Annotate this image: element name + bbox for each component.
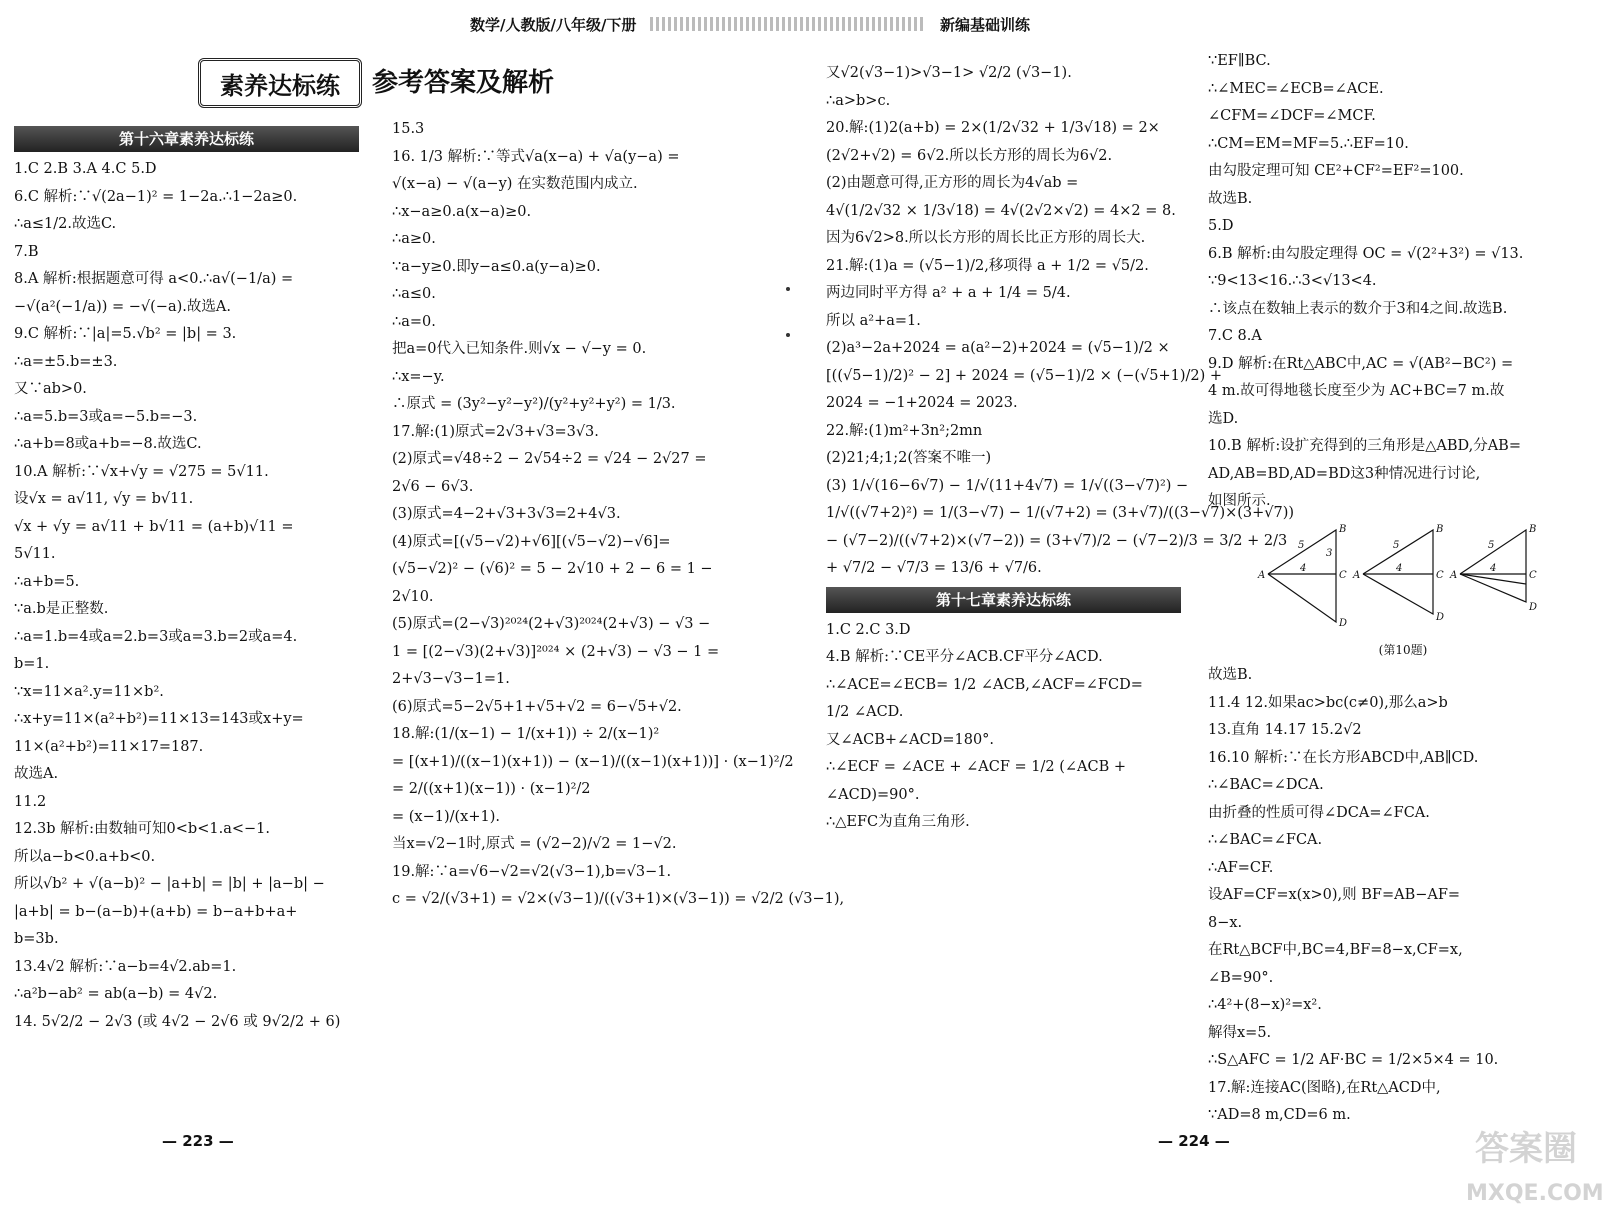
answer-line: ∴∠ECF = ∠ACE + ∠ACF = 1/2 (∠ACB +: [826, 759, 1127, 775]
answer-line: = 2/((x+1)(x−1)) · (x−1)²/2: [392, 781, 591, 797]
answer-line: 8.A 解析:根据题意可得 a<0.∴a√(−1/a) =: [14, 271, 294, 287]
answer-line: ∴x+y=11×(a²+b²)=11×13=143或x+y=: [14, 711, 304, 727]
answer-line: 10.B 解析:设扩充得到的三角形是△ABD,分AB=: [1208, 438, 1521, 454]
answer-line: 由勾股定理可知 CE²+CF²=EF²=100.: [1208, 163, 1464, 179]
answer-line: 如图所示.: [1208, 493, 1271, 509]
label-4: 4: [1300, 562, 1307, 574]
answer-line: 又∠ACB+∠ACD=180°.: [826, 731, 995, 748]
answer-line: 11.4 12.如果ac>bc(c≠0),那么a>b: [1208, 694, 1448, 711]
answer-line: ∴∠BAC=∠FCA.: [1208, 832, 1323, 848]
answer-line: 5.D: [1208, 218, 1234, 234]
answer-line: −√(a²(−1/a)) = −√(−a).故选A.: [14, 298, 231, 315]
answer-line: 设AF=CF=x(x>0),则 BF=AB−AF=: [1208, 887, 1461, 903]
answer-line: ∵x=11×a².y=11×b².: [14, 683, 164, 700]
answer-line: 故选B.: [1208, 667, 1253, 683]
label-b: B: [1339, 523, 1347, 535]
answer-line: 6.B 解析:由勾股定理得 OC = √(2²+3²) = √13.: [1208, 245, 1524, 262]
section-title-box: 素养达标练: [198, 58, 362, 108]
answer-line: 1.C 2.B 3.A 4.C 5.D: [14, 161, 157, 177]
answer-line: b=3b.: [14, 931, 59, 947]
answer-line: ∴a≤1/2.故选C.: [14, 216, 117, 232]
label-3: 3: [1326, 547, 1333, 559]
answer-line: ∠B=90°.: [1208, 969, 1274, 986]
answer-line: b=1.: [14, 656, 50, 672]
label-c: C: [1436, 569, 1444, 581]
answer-list: [1208, 662, 1568, 1130]
answer-list: [826, 617, 1181, 837]
answer-line: ∴a=0.: [392, 313, 436, 330]
answer-line: 1 = [(2−√3)(2+√3)]²⁰²⁴ × (2+√3) − √3 − 1 =: [392, 643, 720, 660]
label-5: 5: [1393, 539, 1400, 551]
answer-line: ∴该点在数轴上表示的数介于3和4之间.故选B.: [1208, 300, 1508, 317]
answer-line: ∴原式 = (3y²−y²−y²)/(y²+y²+y²) = 1/3.: [392, 396, 676, 412]
answer-line: 在Rt△BCF中,BC=4,BF=8−x,CF=x,: [1208, 942, 1463, 958]
answer-line: = (x−1)/(x+1).: [392, 808, 500, 825]
answer-line: 又∵ab>0.: [14, 381, 87, 397]
answer-line: (√5−√2)² − (√6)² = 5 − 2√10 + 2 − 6 = 1 −: [392, 561, 713, 577]
answer-line: ∴∠BAC=∠DCA.: [1208, 777, 1324, 793]
answer-line: 故选A.: [14, 766, 59, 782]
section-title: 参考答案及解析: [372, 67, 555, 98]
figure-q10: [1238, 522, 1568, 661]
answer-line: 所以a−b<0.a+b<0.: [14, 848, 156, 865]
answer-line: ∴x−a≥0.a(x−a)≥0.: [392, 203, 532, 220]
answer-line: |a+b| = b−(a−b)+(a+b) = b−a+b+a+: [14, 903, 298, 920]
answer-line: 把a=0代入已知条件.则√x − √−y = 0.: [392, 341, 647, 357]
answer-line: 故选B.: [1208, 190, 1253, 207]
label-4: 4: [1396, 562, 1403, 574]
answer-line: ∵a.b是正整数.: [14, 601, 109, 617]
answer-line: (3) 1/√(16−6√7) − 1/√(11+4√7) = 1/√((3−√7)²) −: [826, 477, 1189, 494]
answer-line: (2)a³−2a+2024 = a(a²−2)+2024 = (√5−1)/2 ×: [826, 340, 1170, 356]
answer-line: (4)原式=[(√5−√2)+√6][(√5−√2)−√6]=: [392, 533, 671, 550]
label-b: B: [1436, 523, 1444, 535]
running-header: [470, 10, 1030, 38]
answer-line: ∴△EFC为直角三角形.: [826, 814, 970, 830]
answer-line: 15.3: [392, 121, 425, 137]
gutter-dot: [786, 333, 790, 337]
answer-line: ∴a=±5.b=±3.: [14, 353, 118, 370]
answer-line: 1/2 ∠ACD.: [826, 704, 904, 720]
answer-line: 9.D 解析:在Rt△ABC中,AC = √(AB²−BC²) =: [1208, 355, 1514, 372]
page-number-right: — 224 —: [1158, 1132, 1230, 1150]
answer-line: √x + √y = a√11 + b√11 = (a+b)√11 =: [14, 518, 294, 535]
answer-line: ∴S△AFC = 1/2 AF·BC = 1/2×5×4 = 10.: [1208, 1052, 1499, 1068]
answer-line: 2√10.: [392, 588, 434, 605]
answer-line: ∴a²b−ab² = ab(a−b) = 4√2.: [14, 986, 218, 1002]
answer-line: 13.4√2 解析:∵a−b=4√2.ab=1.: [14, 958, 237, 975]
answer-line: ∴CM=EM=MF=5.∴EF=10.: [1208, 135, 1409, 152]
answer-line: ∵a−y≥0.即y−a≤0.a(y−a)≥0.: [392, 258, 601, 275]
answer-line: 10.A 解析:∵√x+√y = √275 = 5√11.: [14, 463, 269, 480]
answer-line: 所以 a²+a=1.: [826, 312, 921, 329]
label-b: B: [1529, 523, 1537, 535]
answer-line: ∵AD=8 m,CD=6 m.: [1208, 1107, 1351, 1123]
answer-line: 4.B 解析:∵CE平分∠ACB.CF平分∠ACD.: [826, 649, 1103, 665]
answer-line: ∴∠ACE=∠ECB= 1/2 ∠ACB,∠ACF=∠FCD=: [826, 676, 1143, 693]
column-4: [1208, 48, 1568, 1130]
answer-line: 22.解:(1)m²+3n²;2mn: [826, 422, 983, 439]
answer-line: c = √2/(√3+1) = √2×(√3−1)/((√3+1)×(√3−1)) = √2/2 (√3−1),: [392, 891, 845, 907]
answer-line: ∴a>b>c.: [826, 92, 891, 109]
answer-line: 8−x.: [1208, 914, 1243, 931]
answer-line: 17.解:连接AC(图略),在Rt△ACD中,: [1208, 1079, 1441, 1096]
label-d: D: [1529, 601, 1538, 613]
answer-line: 17.解:(1)原式=2√3+√3=3√3.: [392, 423, 599, 440]
gutter-dot: [786, 287, 790, 291]
answer-line: 5√11.: [14, 546, 56, 562]
answer-line: 当x=√2−1时,原式 = (√2−2)/√2 = 1−√2.: [392, 836, 677, 852]
answer-line: 19.解:∵a=√6−√2=√2(√3−1),b=√3−1.: [392, 863, 672, 880]
triangle-3-inner: [1460, 574, 1526, 584]
answer-line: (2)原式=√48÷2 − 2√54÷2 = √24 − 2√27 =: [392, 451, 707, 467]
answer-list: [1208, 48, 1568, 516]
answer-line: 9.C 解析:∵|a|=5.√b² = |b| = 3.: [14, 326, 237, 342]
answer-line: (2)由题意可得,正方形的周长为4√ab =: [826, 175, 1079, 191]
answer-line: ∴a≤0.: [392, 286, 436, 302]
answer-line: 两边同时平方得 a² + a + 1/4 = 5/4.: [826, 285, 1071, 301]
answer-line: 16.10 解析:∵在长方形ABCD中,AB∥CD.: [1208, 749, 1479, 766]
answer-line: ∴AF=CF.: [1208, 859, 1274, 876]
answer-line: 4 m.故可得地毯长度至少为 AC+BC=7 m.故: [1208, 383, 1505, 399]
answer-list: [14, 156, 359, 1036]
answer-line: 21.解:(1)a = (√5−1)/2,移项得 a + 1/2 = √5/2.: [826, 257, 1149, 274]
answer-line: 又√2(√3−1)>√3−1> √2/2 (√3−1).: [826, 65, 1072, 81]
answer-line: √(x−a) − √(a−y) 在实数范围内成立.: [392, 176, 638, 192]
answer-line: (3)原式=4−2+√3+3√3=2+4√3.: [392, 506, 621, 522]
answer-line: = [(x+1)/((x−1)(x+1)) − (x−1)/((x−1)(x+1))] · (x−1)²/2: [392, 753, 794, 770]
answer-line: 1.C 2.C 3.D: [826, 621, 911, 638]
answer-line: (5)原式=(2−√3)²⁰²⁴(2+√3)²⁰²⁴(2+√3) − √3 −: [392, 616, 711, 632]
label-a: A: [1353, 569, 1361, 581]
answer-line: 11.2: [14, 793, 47, 810]
answer-line: 7.C 8.A: [1208, 328, 1262, 344]
answer-list: [392, 116, 845, 914]
answer-line: 因为6√2>8.所以长方形的周长比正方形的周长大.: [826, 230, 1146, 246]
label-5: 5: [1488, 539, 1495, 551]
chapter-17-bar: 第十七章素养达标练: [826, 587, 1181, 613]
answer-line: (2√2+√2) = 6√2.所以长方形的周长为6√2.: [826, 147, 1113, 164]
watermark-text: 答案圈: [1475, 1129, 1577, 1169]
answer-line: 20.解:(1)2(a+b) = 2×(1/2√32 + 1/3√18) = 2×: [826, 120, 1160, 136]
watermark-url: MXQE.COM: [1466, 1181, 1604, 1206]
triangle-diagram: [1238, 522, 1538, 630]
answer-line: 2024 = −1+2024 = 2023.: [826, 395, 1018, 411]
answer-line: [((√5−1)/2)² − 2] + 2024 = (√5−1)/2 × (−(√5+1)/2) +: [826, 367, 1223, 384]
answer-line: ∵EF∥BC.: [1208, 53, 1271, 69]
answer-line: 13.直角 14.17 15.2√2: [1208, 722, 1362, 738]
answer-line: ∴a=1.b=4或a=2.b=3或a=3.b=2或a=4.: [14, 628, 298, 645]
answer-line: 7.B: [14, 243, 39, 260]
answer-line: ∴a=5.b=3或a=−5.b=−3.: [14, 408, 198, 425]
header-series-name: 新编基础训练: [939, 15, 1030, 34]
answer-line: ∴a+b=8或a+b=−8.故选C.: [14, 436, 202, 452]
answer-line: 所以√b² + √(a−b)² − |a+b| = |b| + |a−b| −: [14, 876, 325, 892]
label-a: A: [1258, 569, 1266, 581]
answer-line: 4√(1/2√32 × 1/3√18) = 4√(2√2×√2) = 4×2 = 8.: [826, 202, 1176, 219]
answer-line: ∴x=−y.: [392, 368, 445, 385]
label-5: 5: [1298, 539, 1305, 551]
label-a: A: [1450, 569, 1458, 581]
answer-line: 选D.: [1208, 410, 1239, 427]
answer-line: 16. 1/3 解析:∵等式√a(x−a) + √a(y−a) =: [392, 148, 680, 165]
header-book-info: 数学/人教版/八年级/下册: [470, 15, 637, 34]
answer-line: 18.解:(1/(x−1) − 1/(x+1)) ÷ 2/(x−1)²: [392, 726, 660, 742]
column-2: [392, 116, 845, 914]
answer-line: 由折叠的性质可得∠DCA=∠FCA.: [1208, 804, 1430, 821]
answer-line: ∠ACD)=90°.: [826, 786, 920, 803]
answer-line: 2√6 − 6√3.: [392, 478, 474, 495]
label-d: D: [1436, 611, 1445, 623]
answer-line: (6)原式=5−2√5+1+√5+√2 = 6−√5+√2.: [392, 698, 682, 715]
answer-line: 2+√3−√3−1=1.: [392, 671, 510, 687]
answer-line: 14. 5√2/2 − 2√3 (或 4√2 − 2√6 或 9√2/2 + 6): [14, 1013, 341, 1030]
label-d: D: [1339, 617, 1348, 629]
label-c: C: [1529, 569, 1537, 581]
answer-line: 6.C 解析:∵√(2a−1)² = 1−2a.∴1−2a≥0.: [14, 188, 298, 205]
chapter-16-bar: 第十六章素养达标练: [14, 126, 359, 152]
answer-line: − (√7−2)/((√7+2)×(√7−2)) = (3+√7)/2 − (√7−2)/3 = 3/2 + 2/3: [826, 532, 1288, 549]
answer-line: ∴4²+(8−x)²=x².: [1208, 997, 1322, 1013]
answer-line: 12.3b 解析:由数轴可知0<b<1.a<−1.: [14, 821, 270, 837]
answer-line: ∠CFM=∠DCF=∠MCF.: [1208, 108, 1376, 124]
figure-caption: (第10题): [1378, 643, 1428, 657]
answer-line: 解得x=5.: [1208, 1024, 1272, 1041]
answer-line: (2)21;4;1;2(答案不唯一): [826, 450, 992, 466]
answer-line: ∵9<13<16.∴3<√13<4.: [1208, 273, 1377, 289]
answer-line: AD,AB=BD,AD=BD这3种情况进行讨论,: [1208, 465, 1481, 482]
header-stripe: [650, 17, 926, 31]
page-number-left: — 223 —: [162, 1132, 234, 1150]
watermark-logo: [1466, 1119, 1604, 1219]
answer-line: 11×(a²+b²)=11×17=187.: [14, 738, 204, 755]
label-4: 4: [1490, 562, 1497, 574]
answer-line: ∴∠MEC=∠ECB=∠ACE.: [1208, 80, 1384, 97]
answer-line: + √7/2 − √7/3 = 13/6 + √7/6.: [826, 560, 1042, 576]
answer-line: ∴a+b=5.: [14, 573, 80, 590]
answer-line: ∴a≥0.: [392, 231, 436, 247]
answer-line: 1/√((√7+2)²) = 1/(3−√7) − 1/(√7+2) = (3+√7)/((3−√7)×(3+√7)): [826, 505, 1295, 521]
column-1: [14, 122, 359, 1036]
answer-line: 设√x = a√11, √y = b√11.: [14, 491, 194, 507]
label-c: C: [1339, 569, 1347, 581]
